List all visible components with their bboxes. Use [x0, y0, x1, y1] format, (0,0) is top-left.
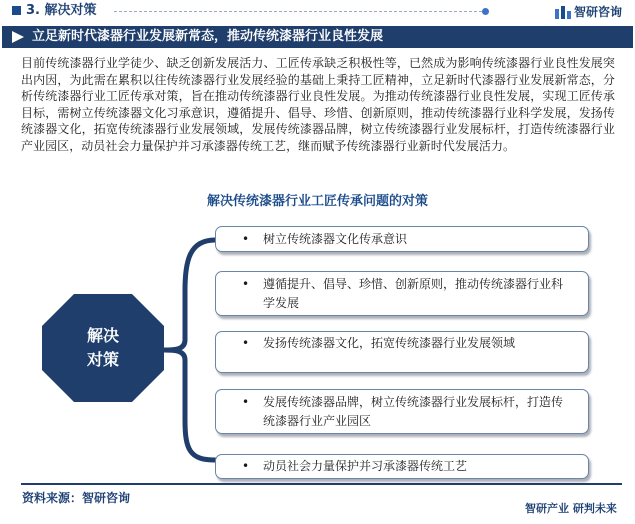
strategy-item-3 — [215, 331, 589, 373]
strategy-item-1 — [215, 226, 589, 252]
logo-text: 智研咨询 — [574, 5, 623, 19]
footer-divider — [21, 483, 622, 485]
strategy-item-text: 树立传统漆器文化传承意识 — [263, 232, 408, 246]
strategy-item-text: 发扬传统漆器文化，拓宽传统漆器行业发展领域 — [263, 336, 516, 350]
bullet-icon: • — [242, 395, 250, 409]
strategy-item-text: 动员社会力量保护并习承漆器传统工艺 — [263, 459, 468, 473]
header-divider — [114, 11, 482, 12]
strategy-item-2 — [215, 271, 589, 316]
section-marker-icon — [12, 6, 21, 15]
strategy-item-5 — [215, 454, 589, 479]
arrow-right-icon — [12, 31, 24, 43]
section-title: 3. 解决对策 — [26, 3, 97, 18]
header-dot-icon — [482, 8, 489, 15]
banner-title: 立足新时代漆器行业发展新常态，推动传统漆器行业良性发展 — [32, 29, 384, 44]
bullet-icon: • — [242, 277, 250, 291]
bullet-icon: • — [242, 336, 250, 350]
bottom-logo: 智研产业 研判未来 — [525, 502, 617, 515]
source-note: 资料来源：智研咨询 — [22, 491, 131, 505]
company-logo-icon — [555, 5, 571, 19]
top-header — [0, 0, 635, 24]
strategy-item-4 — [215, 389, 589, 434]
bullet-icon: • — [242, 459, 250, 473]
body-paragraph: 目前传统漆器行业学徒少、缺乏创新发展活力、工匠传承缺乏积极性等，已然成为影响传统漆器行业良性发展突出内因，为此需在累积以往传统漆器行业发展经验的基础上秉持工匠精神，立足新时代漆器行业发展新常态，分析传统漆器行业工匠传承对策，旨在推动传统漆器行业良性发展。为推动传统漆器行业良性发展，实现工匠传承目标，需树立传统漆器文化习承意识，遵循提升、倡导、珍惜、创新原则，推动传统漆器行业科学发展，发扬传统漆器文化，拓宽传统漆器行业发展领域，发展传统漆器品牌，树立传统漆器行业发展标杆，打造传统漆器行业产业园区，动员社会力量保护并习承漆器传统工艺，继而赋予传统漆器行业新时代发展活力。 — [21, 56, 615, 153]
title-banner — [2, 26, 633, 48]
center-label-text: 解决对策 — [86, 326, 119, 369]
bullet-icon: • — [242, 232, 250, 246]
strategy-item-text: 遵循提升、倡导、珍惜、创新原则，推动传统漆器行业科学发展 — [263, 277, 564, 310]
center-label — [40, 292, 166, 404]
strategy-item-text: 发展传统漆器品牌，树立传统漆器行业发展标杆，打造传统漆器行业产业园区 — [263, 395, 564, 428]
diagram-title: 解决传统漆器行业工匠传承问题的对策 — [206, 194, 428, 209]
